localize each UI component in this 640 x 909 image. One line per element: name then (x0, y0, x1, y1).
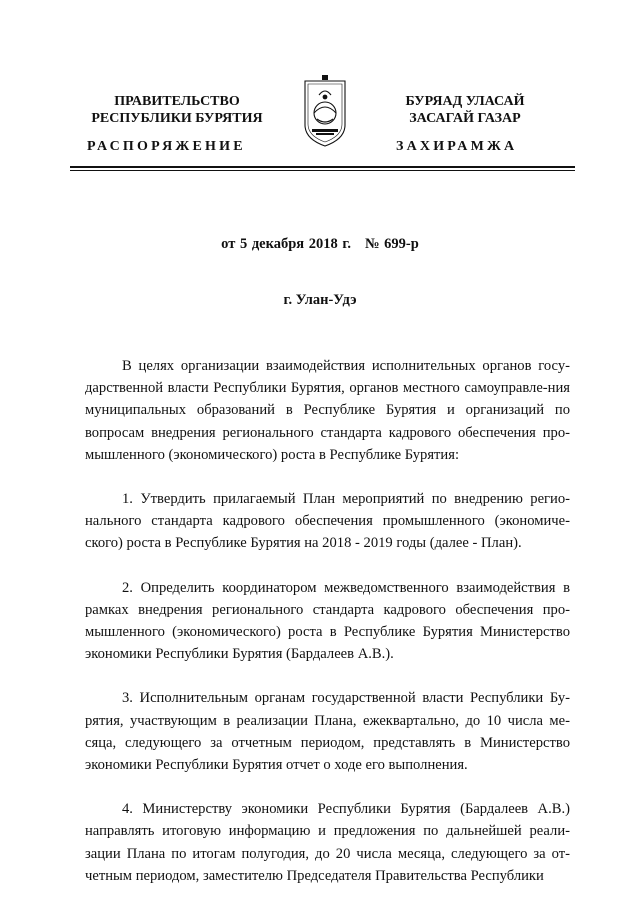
doc-type-right: ЗАХИРАМЖА (396, 139, 518, 154)
header-left-line1: ПРАВИТЕЛЬСТВО (114, 94, 240, 109)
document-date: от 5 декабря 2018 г. (221, 236, 351, 252)
header-right (370, 93, 560, 127)
header-divider-bottom (70, 170, 575, 171)
header-right-line2: ЗАСАГАЙ ГАЗАР (409, 111, 521, 126)
doc-type-left: РАСПОРЯЖЕНИЕ (87, 139, 246, 154)
coat-of-arms-emblem (299, 73, 351, 149)
paragraph-item-4: 4. Министерству экономики Республики Бурятия (Бардалеев А.В.) направлять итоговую информацию и предложения по дальнейшей реали-зации Плана по итогам полугодия, до 20 числа месяца, следующего за от-четным периодом, заместителю Председателя Правительства Республики (85, 801, 570, 884)
document-city: г. Улан-Удэ (283, 292, 357, 308)
paragraph-item-3: 3. Исполнительным органам государственной власти Республики Бу-рятия, участвующим в реализации Плана, ежеквартально, до 10 числа ме-сяца, следующего за отчетным периодом, представлять в Министерство экономики Республики Бурятия отчет о ходе его выполнения. (85, 690, 570, 774)
header-left-line2: РЕСПУБЛИКИ БУРЯТИЯ (91, 111, 263, 126)
paragraph-item-2: 2. Определить координатором межведомственного взаимодействия в рамках внедрения регионального стандарта кадрового обеспечения про-мышленного (экономического) роста в Республике Бурятия Министерство экономики Республики Бурятия (Бардалеев А.В.). (85, 579, 570, 663)
paragraph-preamble: В целях организации взаимодействия исполнительных органов госу-дарственной власти Республики Бурятия, органов местного самоуправле-ния муниципальных образований в Республике Бурятия и организаций по вопросам внедрения регионального стандарта кадрового обеспечения про-мышленного (экономического) роста в Республике Бурятия: (85, 358, 570, 463)
document-body (85, 355, 570, 909)
document-number: № 699-р (364, 236, 419, 252)
header-left (82, 93, 272, 127)
date-line (0, 236, 640, 253)
paragraph-item-1: 1. Утвердить прилагаемый План мероприятий по внедрению регио-нального стандарта кадрового обеспечения промышленного (экономиче-ского) роста в Республике Бурятия на 2018 - 2019 годы (далее - План). (85, 491, 570, 552)
header-divider-top (70, 166, 575, 168)
header-right-line1: БУРЯАД УЛАСАЙ (405, 94, 525, 109)
